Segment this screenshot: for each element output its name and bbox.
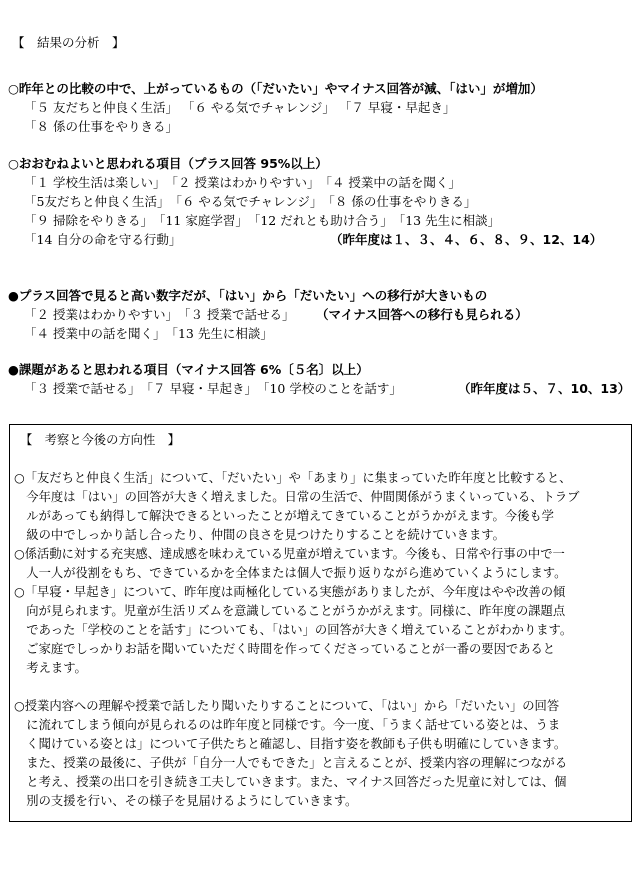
section3-title: ●プラス回答で見ると高い数字だが、「はい」から「だいたい」への移行が大きいもの: [8, 288, 488, 303]
box-p4-l5: と考え、授業の出口を引き続き工夫していきます。また、マイナス回答だった児童に対しては、個: [14, 775, 567, 789]
section2-note: （昨年度は１、３、４、６、８、９、12、14）: [330, 232, 603, 247]
box-p3-l3: であった「学校のことを話す」についても、「はい」の回答が大きく増えていることがわかります。: [14, 623, 573, 637]
section2-title: ○おおむねよいと思われる項目（プラス回答 95%以上）: [8, 156, 328, 171]
box-p3-l5: 考えます。: [14, 661, 87, 675]
box-heading: 【 考察と今後の方向性 】: [20, 433, 180, 447]
box-p2-l1: ○係活動に対する充実感、達成感を味わえている児童が増えています。今後も、日常や行事の中で一: [14, 547, 565, 561]
box-p3-l2: 向が見られます。児童が生活リズムを意識していることがうかがえます。同様に、昨年度の課題点: [14, 604, 566, 618]
section2-line2: 「5友だちと仲良く生活」 「６ やる気でチャレンジ」 「８ 係の仕事をやりきる」: [24, 194, 477, 209]
section4-line1: 「３ 授業で話せる」 「７ 早寝・早起き」 「10 学校のことを話す」: [24, 381, 402, 396]
section1-line2: 「８ 係の仕事をやりきる」: [24, 119, 178, 134]
section4-title: ●課題があると思われる項目（マイナス回答 6%〔５名〕以上）: [8, 362, 369, 377]
box-p3-l1: ○「早寝・早起き」について、昨年度は両極化している実態がありましたが、今年度はやや改善の傾: [14, 585, 566, 599]
section3-line2: 「４ 授業中の話を聞く」 「13 先生に相談」: [24, 326, 273, 341]
box-p4-l1: ○授業内容への理解や授業で話したり聞いたりすることについて、「はい」から「だいたい」の回答: [14, 699, 560, 713]
box-p1-l3: ルがあっても納得して解決できるといったことが増えてきていることがうかがえます。今後も学: [14, 509, 554, 523]
section1-title: ○昨年との比較の中で、上がっているもの（「だいたい」やマイナス回答が減、「はい」が増加）: [8, 81, 543, 96]
section3-line1: 「２ 授業はわかりやすい」 「３ 授業で話せる」: [24, 307, 295, 322]
box-p4-l2: に流れてしまう傾向が見られるのは昨年度と同様です。今一度、「うまく話せている姿とは、うま: [14, 718, 561, 732]
result-heading: 【 結果の分析 】: [12, 35, 125, 50]
analysis-box: [9, 424, 632, 822]
box-p2-l2: 人一人が役割をもち、できているかを全体または個人で振り返りながら進めていくようにします。: [14, 566, 567, 580]
box-p3-l4: ご家庭でしっかりお話を聞いていただく時間を作ってくださっていることが一番の要因であると: [14, 642, 556, 656]
box-p1-l4: 級の中でしっかり話し合ったり、仲間の良さを見つけたりすることを続けていきます。: [14, 528, 505, 542]
box-p4-l4: また、授業の最後に、子供が「自分一人でもできた」と言えることが、授業内容の理解につながる: [14, 756, 568, 770]
section2-line1: 「１ 学校生活は楽しい」 「２ 授業はわかりやすい」 「４ 授業中の話を聞く」: [24, 175, 461, 190]
section1-line1: 「５ 友だちと仲良く生活」 「６ やる気でチャレンジ」 「７ 早寝・早起き」: [24, 100, 456, 115]
section2-line3: 「９ 掃除をやりきる」 「11 家庭学習」 「12 だれとも助け合う」 「13 先生に相談」: [24, 213, 501, 228]
box-p4-l6: 別の支援を行い、その様子を見届けるようにしていきます。: [14, 794, 358, 808]
box-p1-l2: 今年度は「はい」の回答が大きく増えました。日常の生活で、仲間関係がうまくいっている、トラブ: [14, 490, 580, 504]
section2-line4: 「14 自分の命を守る行動」: [24, 232, 182, 247]
section3-line1-note: （マイナス回答への移行も見られる）: [316, 307, 528, 322]
section4-note: （昨年度は５、７、10、13）: [458, 381, 631, 396]
box-p4-l3: く聞けている姿とは」について子供たちと確認し、目指す姿を教師も子供も明確にしていきます。: [14, 737, 567, 751]
box-p1-l1: ○「友だちと仲良く生活」について、「だいたい」や「あまり」に集まっていた昨年度と比較すると、: [14, 471, 572, 485]
